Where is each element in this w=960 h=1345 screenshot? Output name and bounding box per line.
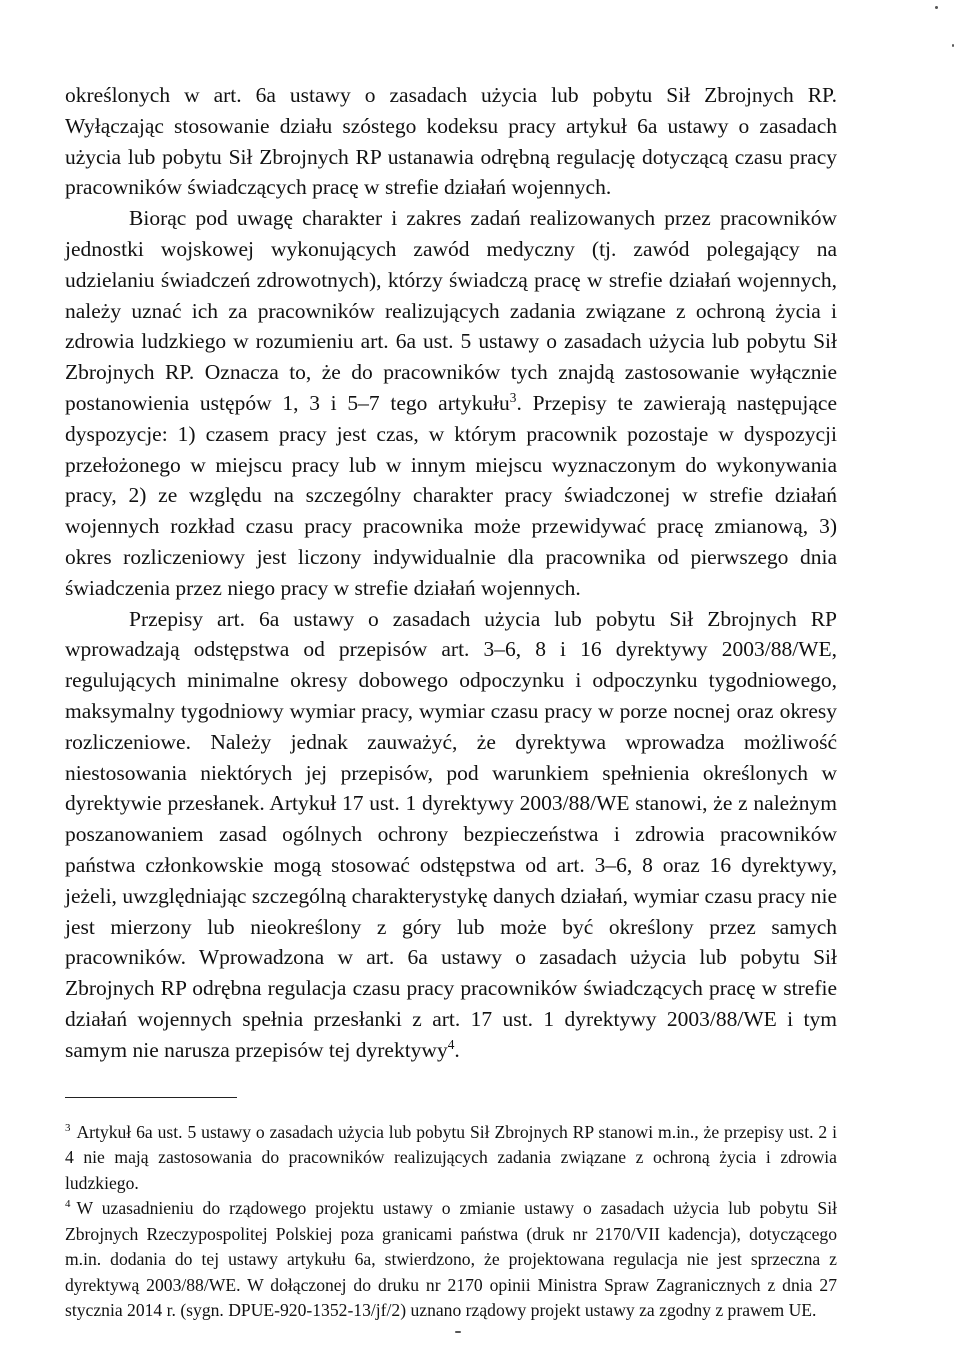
footnote-4 bbox=[65, 1196, 837, 1324]
scan-speck bbox=[952, 44, 954, 47]
paragraph-1-text: określonych w art. 6a ustawy o zasadach użycia lub pobytu Sił Zbrojnych RP. Wyłączając stosowanie działu szóstego kodeksu pracy artykuł 6a ustawy o zasadach użycia lub pobytu Sił Zbrojnych RP ustanawia odrębną regulację dotyczącą czasu pracy pracowników świadczących pracę w strefie działań wojennych. bbox=[65, 83, 837, 200]
footnote-ref-4[interactable]: 4 bbox=[447, 1036, 455, 1052]
paragraph-2 bbox=[65, 203, 837, 603]
footnote-number: 4 bbox=[65, 1198, 71, 1211]
footnote-text: W uzasadnieniu do rządowego projektu ustawy o zmianie ustawy o zasadach użycia lub pobytu Sił Zbrojnych Rzeczypospolitej Polskiej poza granicami państwa (druk nr 2170/VII kadencja), dotyczącego m.in. dodania do tej ustawy artykułu 6a, stwierdzono, że projektowana regulacja nie jest sprzeczna z dyrektywą 2003/88/WE. W dołączonej do druku nr 2170 opinii Ministra Spraw Zagranicznych z dnia 27 stycznia 2014 r. (sygn. DPUE-920-1352-13/jf/2) uznano rządowy projekt ustawy za zgodny z prawem UE. bbox=[65, 1198, 837, 1320]
scan-speck bbox=[455, 1331, 461, 1333]
paragraph-3-text: Przepisy art. 6a ustawy o zasadach użycia lub pobytu Sił Zbrojnych RP wprowadzają odstępstwa od przepisów art. 3–6, 8 i 16 dyrektywy 2003/88/WE, regulujących minimalne okresy dobowego odpoczynku i odpoczynku tygodniowego, maksymalny tygodniowy wymiar pracy, wymiar czasu pracy w porze nocnej oraz okresy rozliczeniowe. Należy jednak zauważyć, że dyrektywa wprowadza możliwość niestosowania niektórych jej przepisów, pod warunkiem spełnienia określonych w dyrektywie przesłanek. Artykuł 17 ust. 1 dyrektywy 2003/88/WE stanowi, że z należnym poszanowaniem zasad ogólnych ochrony bezpieczeństwa i zdrowia pracowników państwa członkowskie mogą stosować odstępstwa od art. 3–6, 8 oraz 16 dyrektywy, jeżeli, uwzględniając szczególną charakterystykę danych działań, wymiar czasu pracy nie jest mierzony lub nieokreślony z góry lub może być określony przez samych pracowników. Wprowadzona w art. 6a ustawy o zasadach użycia lub pobytu Sił Zbrojnych RP odrębna regulacja czasu pracy pracowników świadczących pracę w strefie działań wojennych spełnia przesłanki z art. 17 ust. 1 dyrektywy 2003/88/WE i tym samym nie narusza przepisów tej dyrektywy bbox=[65, 606, 837, 1062]
footnote-text: Artykuł 6a ust. 5 ustawy o zasadach użycia lub pobytu Sił Zbrojnych RP stanowi m.in., że przepisy ust. 2 i 4 nie mają zastosowania do pracowników realizujących zadania związane z ochroną życia i zdrowia ludzkiego. bbox=[65, 1121, 837, 1193]
paragraph-2-text-continued: . Przepisy te zawierają następujące dyspozycje: 1) czasem pracy jest czas, w którym pracownik pozostaje w dyspozycji przełożonego w miejscu pracy lub w innym miejscu wyznaczonym do wykonywania pracy, 2) ze względu na szczególny charakter pracy świadczonej w strefie działań wojennych rozkład czasu pracy pracownika może przewidywać pracę zmianową, 3) okres rozliczeniowy jest liczony indywidualnie dla pracownika od pierwszego dnia świadczenia przez niego pracy w strefie działań wojennych. bbox=[65, 390, 837, 600]
footnotes bbox=[65, 1120, 837, 1324]
footnote-3 bbox=[65, 1120, 837, 1197]
scan-speck bbox=[935, 6, 938, 9]
paragraph-3-text-end: . bbox=[454, 1037, 460, 1062]
footnote-separator bbox=[65, 1097, 237, 1098]
document-page bbox=[65, 80, 837, 1324]
paragraph-1 bbox=[65, 80, 837, 203]
footnote-ref-3[interactable]: 3 bbox=[509, 389, 517, 405]
body-text bbox=[65, 80, 837, 1066]
paragraph-2-text: Biorąc pod uwagę charakter i zakres zadań realizowanych przez pracowników jednostki wojskowej wykonujących zawód medyczny (tj. zawód polegający na udzielaniu świadczeń zdrowotnych), którzy świadczą pracę w strefie działań wojennych, należy uznać ich za pracowników realizujących zadania związane z ochroną życia i zdrowia ludzkiego w rozumieniu art. 6a ust. 5 ustawy o zasadach użycia lub pobytu Sił Zbrojnych RP. Oznacza to, że do pracowników tych znajdą zastosowanie wyłącznie postanowienia ustępów 1, 3 i 5–7 tego artykułu bbox=[65, 206, 837, 415]
paragraph-3 bbox=[65, 604, 837, 1066]
footnote-number: 3 bbox=[65, 1121, 71, 1134]
